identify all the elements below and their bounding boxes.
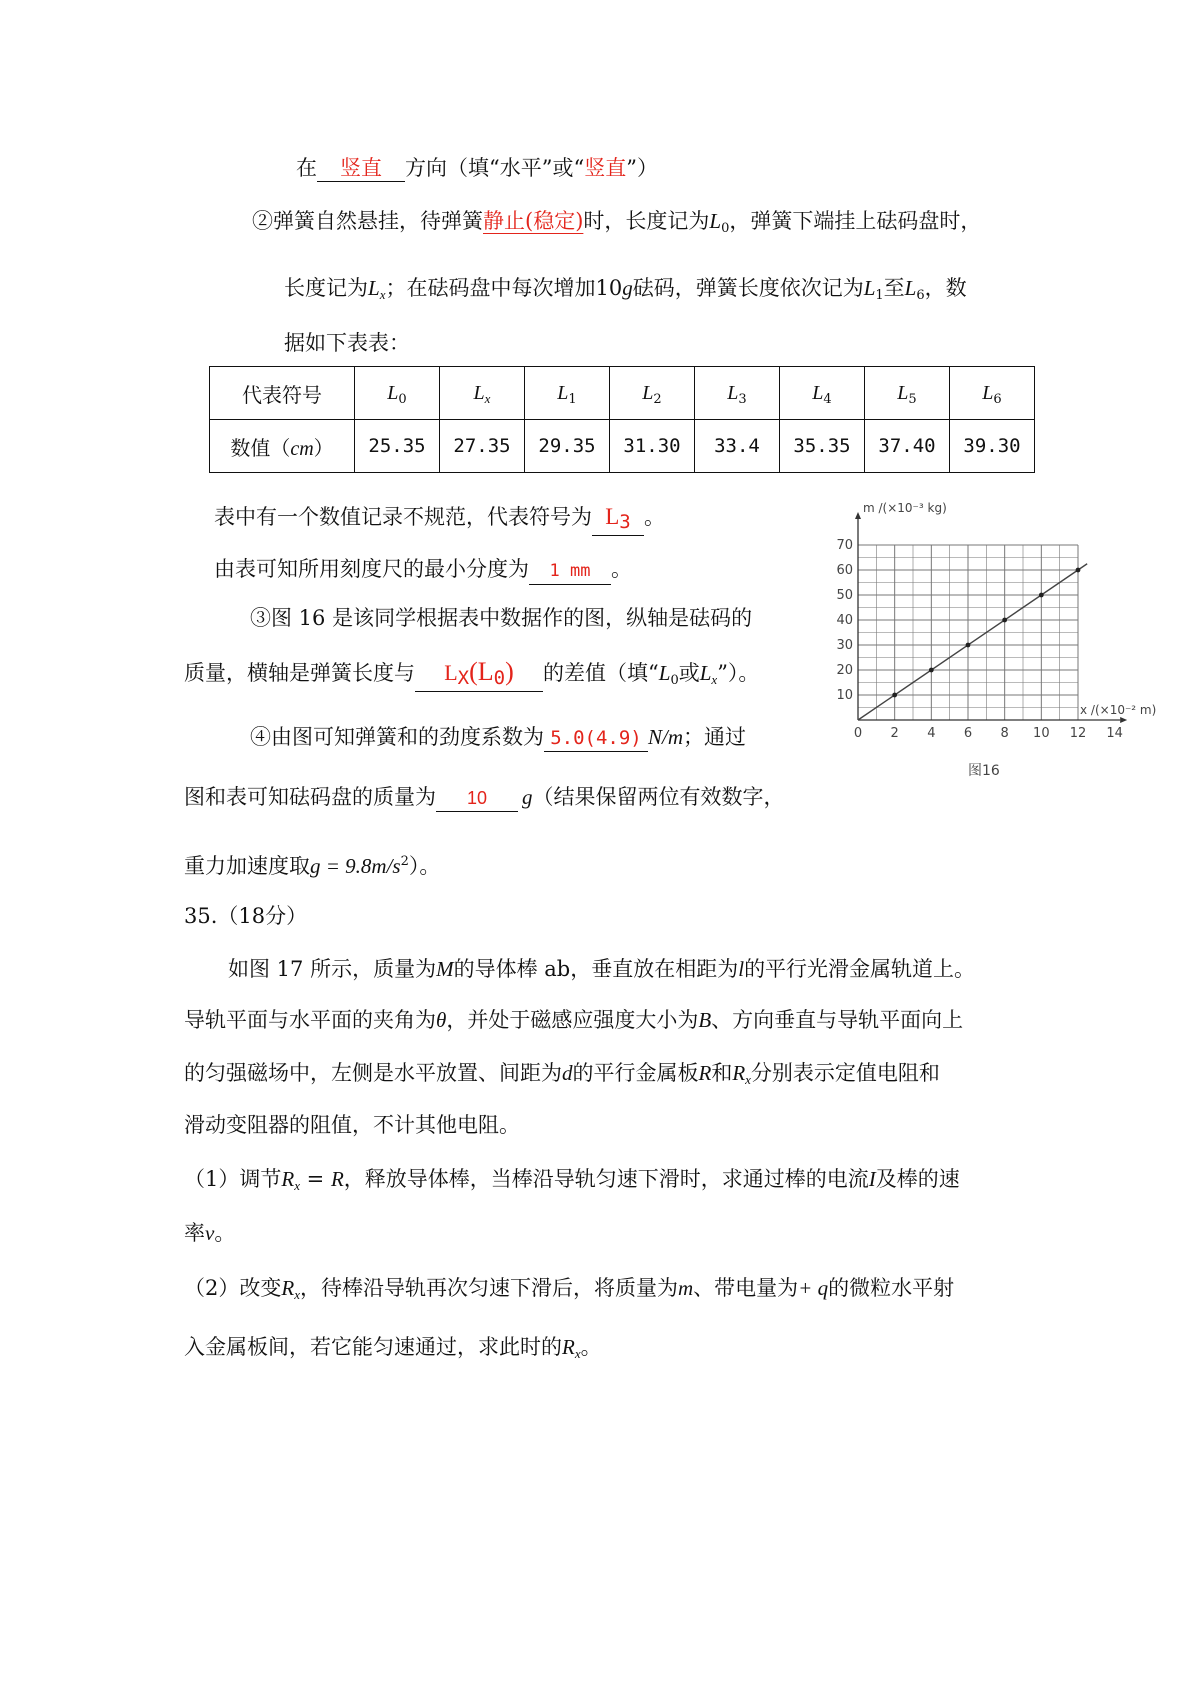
blank-symbol: $L_3$ [592, 504, 644, 536]
y-axis-arrow [855, 512, 861, 519]
chart-fit-line [858, 564, 1087, 720]
table-cell-value: 27.35 [440, 420, 525, 473]
q34-line1: 在 竖直 方向（填“水平”或“竖直”） [296, 156, 658, 180]
x-tick-label: 12 [1069, 726, 1087, 741]
table-header-label: 代表符号 [210, 367, 355, 420]
y-tick-label: 30 [836, 638, 853, 653]
table-cell-symbol: $L_6$ [950, 367, 1035, 420]
q34-line2: ②弹簧自然悬挂，待弹簧静止(稳定)时，长度记为$L_0$，弹簧下端挂上砝码盘时， [252, 209, 982, 236]
data-point [1039, 593, 1044, 598]
table-cell-value: 33.4 [695, 420, 780, 473]
mass-extension-chart [825, 495, 1157, 795]
table-cell-value: 39.30 [950, 420, 1035, 473]
q34-line8: 质量，横轴是弹簧长度与 $L_X(L_0)$ 的差值（填“$L_0$或$L_x$”）。 [184, 658, 759, 696]
y-tick-label: 10 [836, 688, 853, 703]
blank-pan-mass: 10 [436, 784, 518, 812]
q35-subquestion-2-cont: 入金属板间，若它能匀速通过，求此时的$R_x$。 [184, 1335, 602, 1361]
table-cell-symbol: $L_2$ [610, 367, 695, 420]
answer-static: 静止(稳定) [483, 209, 584, 233]
fit-line [858, 564, 1087, 720]
q35-subquestion-1: （1）调节$R_x = R$，释放导体棒，当棒沿导轨匀速下滑时，求通过棒的电流I及棒的速 [184, 1167, 960, 1193]
table-cell-symbol: $L_x$ [440, 367, 525, 420]
q35-paragraph-line1: 如图 17 所示，质量为M的导体棒 ab，垂直放在相距为l的平行光滑金属轨道上。 [228, 957, 976, 981]
table-cell-value: 31.30 [610, 420, 695, 473]
spring-length-table [209, 366, 1035, 473]
chart-title: 图16 [968, 763, 1000, 779]
data-point [1002, 618, 1007, 623]
table-cell-symbol: $L_0$ [355, 367, 440, 420]
table-cell-symbol: $L_4$ [780, 367, 865, 420]
table-row-symbols [210, 367, 1035, 420]
table-row-values [210, 420, 1035, 473]
chart-axes [855, 512, 1127, 723]
data-point [966, 643, 971, 648]
chart-y-ticks [836, 538, 853, 703]
q34-line4: 据如下表表： [284, 331, 410, 355]
data-point [929, 668, 934, 673]
x-tick-label: 10 [1033, 726, 1050, 741]
q34-line11: 重力加速度取$g = 9.8m/s^2$）。 [184, 854, 441, 878]
data-point [1076, 568, 1081, 573]
blank-length-symbol: $L_X(L_0)$ [415, 659, 543, 692]
q35-subquestion-1-cont: 率v。 [184, 1221, 236, 1245]
y-tick-label: 40 [836, 613, 853, 628]
table-cell-symbol: $L_3$ [695, 367, 780, 420]
chart-x-axis-label: x /(×10⁻² m) [1080, 703, 1157, 717]
x-tick-label: 2 [890, 726, 899, 741]
table-value-label: 数值（cm） [210, 420, 355, 473]
y-tick-label: 50 [836, 588, 853, 603]
q34-line3: 长度记为$L_x$；在砝码盘中每次增加10g砝码，弹簧长度依次记为$L_1$至$L_6$，数 [284, 276, 967, 303]
blank-stiffness: 5.0(4.9) [544, 724, 648, 752]
blank-direction: 竖直 [317, 155, 405, 182]
q34-line7: ③图 16 是该同学根据表中数据作的图，纵轴是砝码的 [250, 606, 753, 630]
table-cell-value: 25.35 [355, 420, 440, 473]
y-tick-label: 60 [836, 563, 853, 578]
q35-paragraph-line2: 导轨平面与水平面的夹角为θ，并处于磁感应强度大小为B、方向垂直与导轨平面向上 [184, 1008, 964, 1032]
q34-line6: 由表可知所用刻度尺的最小分度为 1 mm 。 [214, 554, 632, 585]
y-tick-label: 20 [836, 663, 853, 678]
y-tick-label: 70 [836, 538, 853, 553]
q34-line5: 表中有一个数值记录不规范，代表符号为 $L_3$ 。 [214, 502, 665, 536]
chart-grid [858, 545, 1078, 720]
data-point [892, 693, 897, 698]
chart-y-axis-label: m /(×10⁻³ kg) [863, 501, 947, 515]
table-cell-symbol: $L_1$ [525, 367, 610, 420]
chart-x-ticks [854, 726, 1123, 741]
x-tick-label: 0 [853, 726, 863, 741]
table-cell-value: 37.40 [865, 420, 950, 473]
blank-division: 1 mm [529, 556, 611, 585]
x-tick-label: 8 [1000, 726, 1009, 741]
x-tick-label: 14 [1106, 726, 1123, 741]
x-axis-arrow [1120, 717, 1127, 723]
q35-paragraph-line4: 滑动变阻器的阻值，不计其他电阻。 [184, 1113, 520, 1137]
q34-line9: ④由图可知弹簧和的劲度系数为 5.0(4.9) N/m；通过 [250, 722, 746, 752]
table-cell-value: 29.35 [525, 420, 610, 473]
q35-subquestion-2: （2）改变$R_x$，待棒沿导轨再次匀速下滑后，将质量为m、带电量为+ q的微粒水平射 [184, 1276, 955, 1302]
q34-line10: 图和表可知砝码盘的质量为 10 g（结果保留两位有效数字， [184, 782, 785, 812]
x-tick-label: 6 [963, 726, 973, 741]
x-tick-label: 4 [927, 726, 936, 741]
table-cell-value: 35.35 [780, 420, 865, 473]
q35-paragraph-line3: 的匀强磁场中，左侧是水平放置、间距为d的平行金属板R和$R_x$分别表示定值电阻和 [184, 1061, 940, 1087]
table-cell-symbol: $L_5$ [865, 367, 950, 420]
q35-heading: 35.（18分） [184, 904, 308, 928]
